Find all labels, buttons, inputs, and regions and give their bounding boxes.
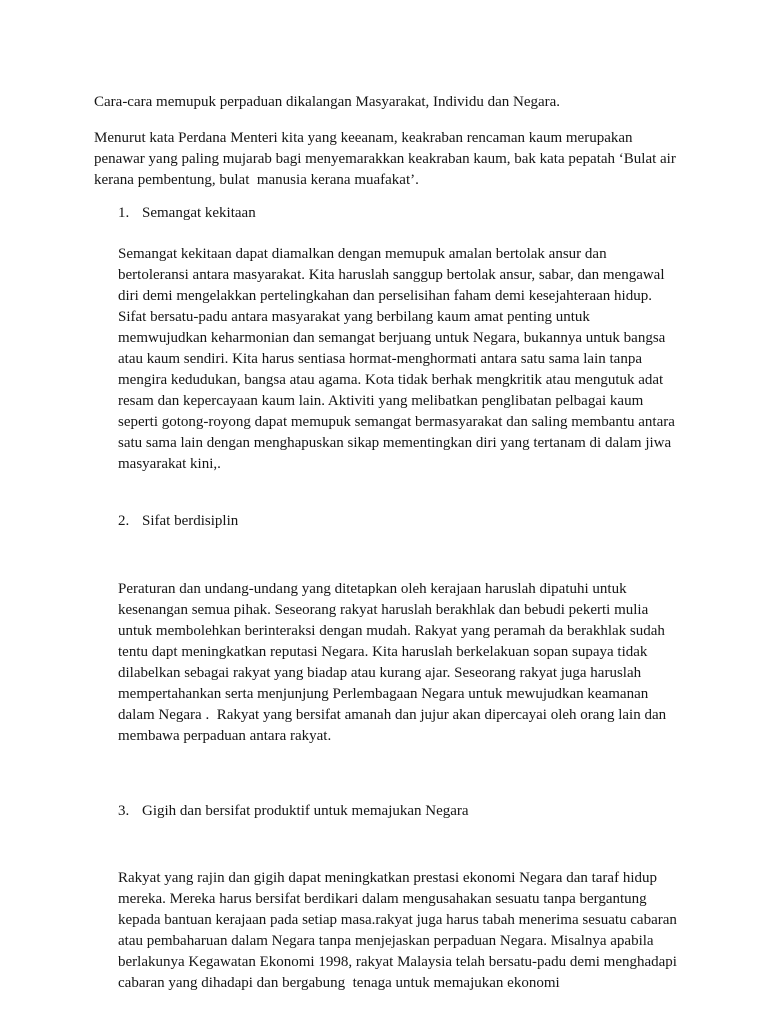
section-2-number: 2.: [118, 513, 130, 529]
section-2-label: Sifat berdisiplin: [142, 513, 239, 529]
section-2-body: Peraturan dan undang-undang yang ditetapkan oleh kerajaan haruslah dipatuhi untuk kesenangan semua pihak. Seseorang rakyat haruslah berakhlak dan bebudi pekerti mulia untuk membolehkan berinteraksi dengan mudah. Rakyat yang peramah da berakhlak sudah tentu dapt meningkatkan reputasi Negara. Kita haruslah berkelakuan sopan supaya tidak dilabelkan sebagai rakyat yang biadap atau kurang ajar. Seseorang rakyat juga haruslah mempertahankan serta menjunjung Perlembagaan Negara untuk mewujudkan keamanan dalam Negara . Rakyat yang bersifat amanah dan jujur akan dipercayai oleh orang lain dan membawa perpaduan antara rakyat.: [118, 581, 670, 744]
section-1-number: 1.: [118, 205, 130, 221]
section-3-label: Gigih dan bersifat produktif untuk memajukan Negara: [142, 803, 469, 819]
section-2-heading: [118, 511, 678, 532]
section-3-body: Rakyat yang rajin dan gigih dapat meningkatkan prestasi ekonomi Negara dan taraf hidup mereka. Mereka harus bersifat berdikari dalam mengusahakan sesuatu tanpa bergantung kepada bantuan kerajaan pada setiap masa.rakyat juga harus tabah menerima sesuatu cabaran atau pembaharuan dalam Negara tanpa menjejaskan perpaduan Negara. Misalnya apabila berlakunya Kegawatan Ekonomi 1998, rakyat Malaysia telah bersatu-padu demi menghadapi cabaran yang dihadapi dan bergabung tenaga untuk memajukan ekonomi: [118, 870, 681, 991]
document-title: Cara-cara memupuk perpaduan dikalangan Masyarakat, Individu dan Negara.: [94, 94, 561, 110]
section-3-number: 3.: [118, 803, 130, 819]
section-1-label: Semangat kekitaan: [142, 205, 256, 221]
section-1-body: Semangat kekitaan dapat diamalkan dengan memupuk amalan bertolak ansur dan bertoleransi antara masyarakat. Kita haruslah sanggup bertolak ansur, sabar, dan mengawal diri demi mengelakkan pertelingkahan dan perselisihan faham demi kesejahteraan hidup. Sifat bersatu-padu antara masyarakat yang berbilang kaum amat penting untuk memwujudkan keharmonian dan semangat berjuang untuk Negara, bukannya untuk bangsa atau kaum sendiri. Kita harus sentiasa hormat-menghormati antara satu sama lain tanpa mengira kedudukan, bangsa atau agama. Kota tidak berhak mengkritik atau mengutuk adat resam dan kepercayaan kaum lain. Aktiviti yang melibatkan penglibatan pelbagai kaum seperti gotong-royong dapat memupuk semangat bermasyarakat dan saling membantu antara satu sama lain dengan menghapuskan sikap mementingkan diri yang tertanam di dalam jiwa masyarakat kini,.: [118, 246, 679, 472]
intro-paragraph: Menurut kata Perdana Menteri kita yang keeanam, keakraban rencaman kaum merupakan penawar yang paling mujarab bagi menyemarakkan keakraban kaum, bak kata pepatah ‘Bulat air kerana pembentung, bulat manusia kerana muafakat’.: [94, 130, 680, 188]
section-1-heading: [118, 203, 678, 224]
section-3-heading: [118, 801, 678, 822]
